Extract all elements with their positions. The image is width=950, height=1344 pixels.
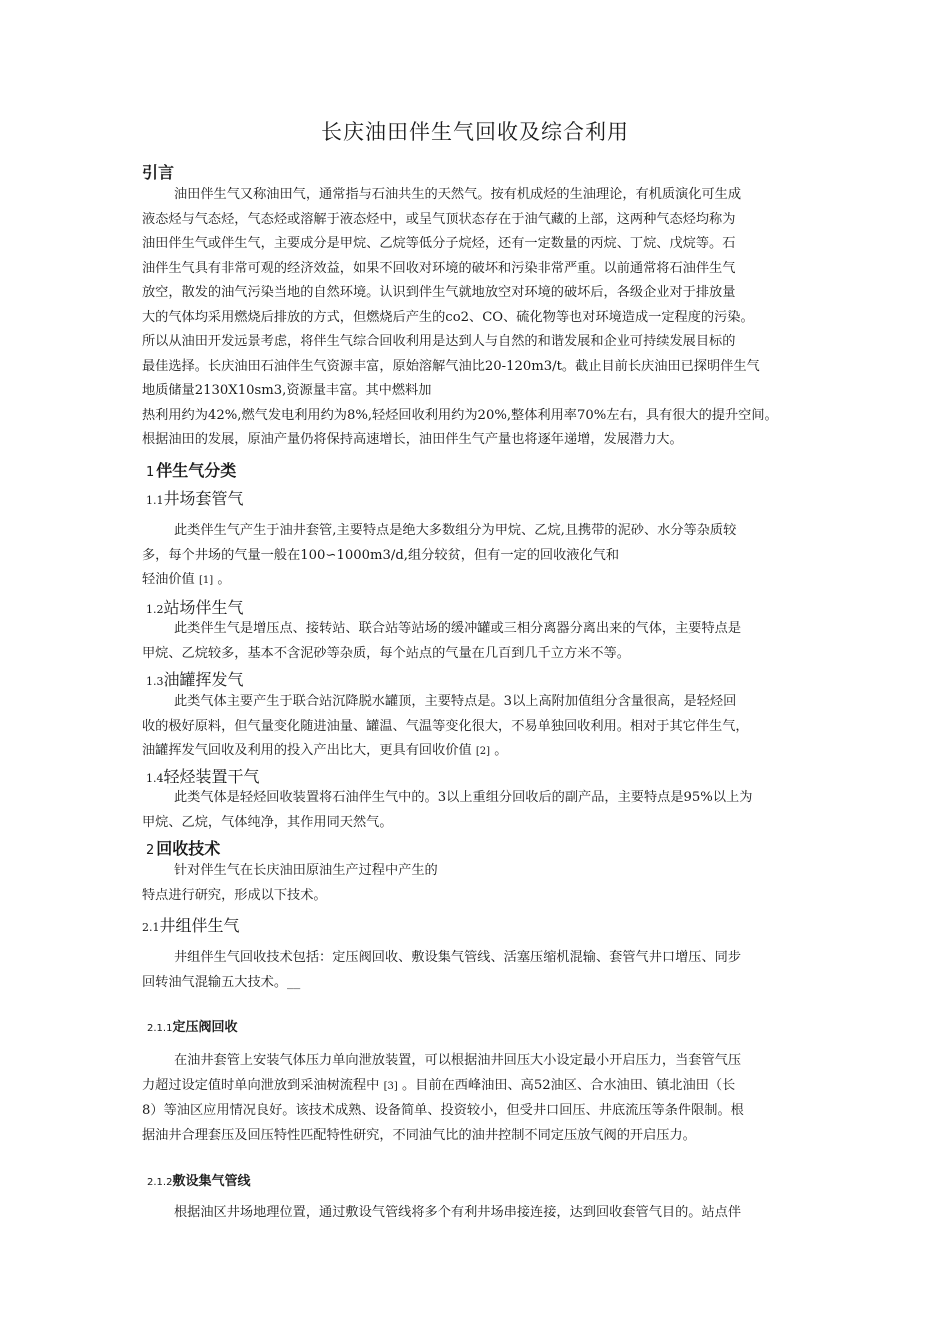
section-number: 1 [146,465,155,480]
text-line: 回转油气混输五大技术。__ [142,974,301,990]
text-line: 针对伴生气在长庆油田原油生产过程中产生的 [174,863,438,878]
section-number: 2.1 [142,921,160,934]
text-run: 。 [494,743,508,758]
section-2-paragraph [142,859,816,908]
section-title: 井组伴生气 [159,916,240,935]
section-2-1-1-heading [147,1016,237,1035]
text-line: 此类气体是轻烃回收装置将石油伴生气中的。3以上重组分回收后的副产品，主要特点是95%以上为 [174,790,753,805]
text-line: 地质储量2130X10sm3,资源量丰富。其中燃料加 [142,383,432,398]
section-number: 1.1 [146,494,164,507]
section-number: 2.1.1 [147,1023,173,1034]
text-line: 油田伴生气又称油田气，通常指与石油共生的天然气。按有机成烃的生油理论，有机质演化可生成 [174,187,742,202]
section-title: 敷设集气管线 [172,1174,251,1189]
section-1-3-heading [146,667,244,690]
section-number: 1.4 [146,772,164,785]
document-title: 长庆油田伴生气回收及综合利用 [321,120,629,144]
text-line [142,568,816,594]
text-line: 多，每个井场的气量一般在100∽1000m3/d,组分较贫，但有一定的回收液化气和 [142,547,620,563]
text-run: 油罐挥发气回收及利用的投入产出比大，更具有回收价值 [142,743,472,758]
text-line: 热利用约为42%,燃气发电利用约为8%,轻烃回收利用约为20%,整体利用率70%左右，具有很大的提升空间。 [142,407,778,423]
section-number: 2.1.2 [147,1177,173,1188]
text-line: 油伴生气具有非常可观的经济效益，如果不回收对环境的破坏和污染非常严重。以前通常将石油伴生气 [142,260,736,276]
section-title: 站场伴生气 [163,598,244,617]
text-run: 。目前在西峰油田、高52油区、合水油田、镇北油田（长 [401,1077,736,1093]
text-run: 力超过设定值时单向泄放到采油树流程中 [142,1077,380,1093]
citation: [3] [383,1080,398,1092]
section-1-3-paragraph [142,690,816,765]
text-line: 此类伴生气是增压点、接转站、联合站等站场的缓冲罐或三相分离器分离出来的气体，主要特点是 [174,621,742,636]
citation: [2] [475,746,491,757]
text-line: 油田伴生气或伴生气，主要成分是甲烷、乙烷等低分子烷烃，还有一定数量的丙烷、丁烷、戊烷等。石 [142,236,736,251]
section-title: 回收技术 [156,839,221,858]
text-line [142,739,816,765]
section-1-1-heading [146,486,244,509]
section-1-heading [146,458,236,481]
section-number: 1.3 [146,675,164,688]
intro-paragraph [142,183,816,453]
text-line: 特点进行研究，形成以下技术。 [142,887,327,903]
text-line: 在油井套管上安装气体压力单向泄放装置，可以根据油井回压大小设定最小开启压力，当套管气压 [174,1053,742,1068]
section-2-heading [146,836,220,859]
section-number: 1.2 [146,603,164,616]
text-line: 液态烃与气态烃，气态烃或溶解于液态烃中，或呈气顶状态存在于油气藏的上部，这两种气态烃均称为 [142,211,736,227]
intro-heading: 引言 [142,163,175,182]
section-title: 油罐挥发气 [163,670,244,689]
section-1-4-paragraph [142,786,816,835]
text-line: 井组伴生气回收技术包括：定压阀回收、敷设集气管线、活塞压缩机混输、套管气井口增压、同步 [174,950,742,965]
section-2-1-heading [142,913,240,936]
section-2-1-2-heading [147,1170,250,1189]
text-line: 甲烷、乙烷较多，基本不含泥砂等杂质，每个站点的气量在几百到几千立方米不等。 [142,645,630,661]
section-2-1-paragraph [142,946,816,995]
section-1-1-paragraph [142,519,816,594]
text-line: 8）等油区应用情况良好。该技术成熟、设备简单、投资较小，但受井口回压、井底流压等条件限制。根 [142,1103,744,1118]
text-line: 根据油区井场地理位置，通过敷设气管线将多个有利井场串接连接，达到回收套管气目的。站点伴 [174,1205,742,1220]
section-2-1-1-paragraph [142,1049,816,1148]
text-line: 根据油田的发展，原油产量仍将保持高速增长，油田伴生气产量也将逐年递增，发展潜力大。 [142,432,683,447]
text-line: 最佳选择。长庆油田石油伴生气资源丰富，原始溶解气油比20-120m3/t。截止目前长庆油田已探明伴生气 [142,358,760,374]
text-run: 轻油价值 [142,572,195,587]
text-line: 据油井合理套压及回压特性匹配特性研究，不同油气比的油井控制不同定压放气阀的开启压力。 [142,1127,696,1143]
text-line: 放空，散发的油气污染当地的自然环境。认识到伴生气就地放空对环境的破坏后，各级企业对于排放量 [142,285,736,300]
citation: [1] [198,575,214,586]
text-line: 收的极好原料，但气量变化随进油量、罐温、气温等变化很大，不易单独回收利用。相对于其它伴生气， [142,718,749,734]
section-2-1-2-paragraph [142,1201,816,1226]
section-title: 轻烃装置干气 [163,767,260,786]
section-title: 定压阀回收 [172,1020,238,1035]
text-line: 大的气体均采用燃烧后排放的方式，但燃烧后产生的co2、CO、硫化物等也对环境造成一定程度的污染。 [142,309,754,325]
text-run: 。 [217,572,231,587]
section-title: 井场套管气 [163,489,244,508]
section-1-2-heading [146,595,244,618]
text-line [142,1074,816,1100]
section-number: 2 [146,843,155,858]
text-line: 此类气体主要产生于联合站沉降脱水罐顶，主要特点是。3以上高附加值组分含量很高，是轻烃回 [174,694,737,709]
section-title: 伴生气分类 [156,461,237,480]
text-line: 甲烷、乙烷，气体纯净，其作用同天然气。 [142,814,393,830]
text-line: 此类伴生气产生于油井套管,主要特点是绝大多数组分为甲烷、乙烷,且携带的泥砂、水分等杂质较 [174,523,737,538]
text-line: 所以从油田开发远景考虑，将伴生气综合回收利用是达到人与自然的和谐发展和企业可持续发展目标的 [142,334,736,349]
section-1-4-heading [146,764,260,787]
section-1-2-paragraph [142,617,816,666]
